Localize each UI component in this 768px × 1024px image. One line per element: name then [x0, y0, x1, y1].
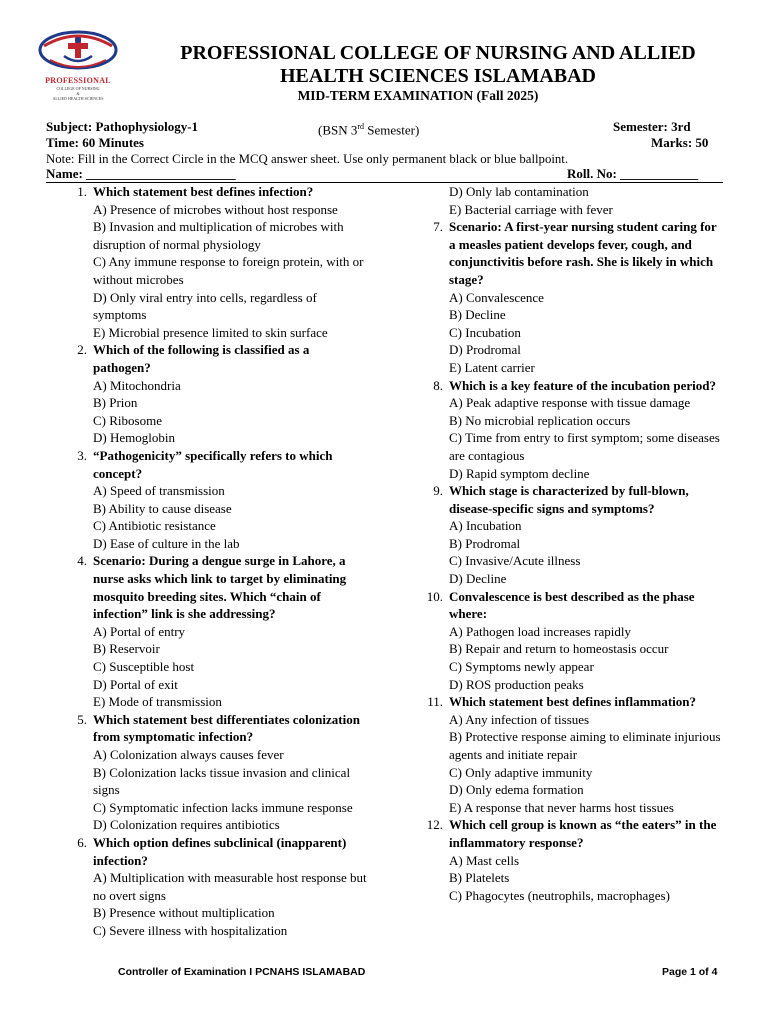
logo-subtext: ALLIED HEALTH SCIENCES [52, 96, 104, 101]
answer-option: D) Prodromal [449, 342, 521, 358]
answer-option: B) Prion [93, 395, 138, 411]
answer-option: A) Mast cells [449, 852, 520, 868]
answer-option: A) Colonization always causes fever [93, 747, 284, 762]
question-item [426, 218, 724, 376]
exam-title: MID-TERM EXAMINATION (Fall 2025) [297, 88, 539, 103]
answer-option: B) Platelets [449, 870, 510, 886]
answer-option: A) Any infection of tissues [449, 711, 590, 727]
question-stem: Which stage is characterized by full-blown, disease-specific signs and symptoms? [449, 483, 689, 516]
answer-option: C) Severe illness with hospitalization [93, 922, 288, 938]
answer-option: C) Antibiotic resistance [93, 518, 216, 534]
answer-option: C) Symptomatic infection lacks immune response [93, 799, 353, 815]
question-item [426, 482, 724, 588]
question-stem: Which is a key feature of the incubation period? [449, 377, 716, 393]
logo-text: PROFESSIONAL [45, 76, 111, 85]
answer-option: B) Ability to cause disease [93, 500, 232, 516]
program-prefix: (BSN 3 [318, 122, 358, 138]
question-stem: Which statement best defines infection? [93, 184, 314, 199]
college-logo [20, 30, 136, 104]
answer-option: C) Symptoms newly appear [449, 659, 594, 675]
answer-option: E) Latent carrier [449, 359, 535, 375]
college-title-line: PROFESSIONAL COLLEGE OF NURSING AND ALLIED [180, 42, 696, 64]
time-label: Time: 60 Minutes [46, 135, 144, 150]
instructions-note: Note: Fill in the Correct Circle in the MCQ answer sheet. Use only permanent black or blue ballpoint. [46, 152, 569, 166]
question-item [426, 816, 724, 904]
answer-option: A) Incubation [449, 518, 522, 534]
answer-option: D) Colonization requires antibiotics [93, 817, 280, 833]
answer-option: D) Rapid symptom decline [449, 465, 590, 481]
logo-subtext: & [76, 91, 80, 96]
continued-options [426, 183, 724, 218]
answer-option: A) Portal of entry [93, 623, 186, 639]
question-number: 1. [77, 184, 87, 199]
answer-option: D) Hemoglobin [93, 430, 175, 446]
question-number: 7. [433, 219, 443, 235]
answer-option: C) Any immune response to foreign protein, with or without microbes [93, 254, 364, 287]
question-number: 10. [426, 588, 443, 604]
marks-label: Marks: 50 [651, 135, 709, 150]
answer-option: B) Protective response aiming to eliminate injurious agents and initiate repair [449, 729, 721, 762]
answer-option: B) Decline [449, 307, 506, 323]
program-suffix: Semester) [364, 122, 420, 138]
roll-number-field: Roll. No: ____________ [567, 166, 699, 181]
semester-label: Semester: 3rd [613, 119, 691, 134]
answer-option: A) Pathogen load increases rapidly [449, 623, 631, 639]
logo-subtext: COLLEGE OF NURSING [56, 86, 100, 91]
question-number: 5. [77, 711, 87, 727]
answer-option: B) Colonization lacks tissue invasion and clinical signs [93, 764, 351, 798]
answer-option: D) ROS production peaks [449, 676, 584, 692]
answer-option: A) Mitochondria [93, 377, 181, 393]
question-number: 4. [77, 553, 87, 569]
answer-option: E) Microbial presence limited to skin surface [93, 324, 328, 340]
logo-emblem-icon [20, 30, 136, 76]
answer-option: B) No microbial replication occurs [449, 412, 631, 428]
question-number: 3. [77, 447, 87, 463]
question-item [426, 377, 724, 483]
answer-option: E) A response that never harms host tissues [449, 799, 674, 815]
question-item [70, 834, 370, 940]
answer-option: B) Repair and return to homeostasis occur [449, 641, 669, 657]
answer-option: A) Presence of microbes without host response [93, 201, 338, 217]
question-stem: Scenario: A first-year nursing student caring for a measles patient develops fever, cough, and conjunctivitis before rash. She is likely in which stage? [449, 219, 717, 287]
right-question-column [426, 183, 724, 904]
left-question-column [70, 183, 370, 940]
answer-option: C) Ribosome [93, 412, 162, 428]
question-stem: Which option defines subclinical (inapparent) infection? [93, 834, 347, 868]
college-title-line: HEALTH SCIENCES ISLAMABAD [279, 65, 596, 87]
question-number: 2. [77, 342, 87, 358]
answer-option: C) Phagocytes (neutrophils, macrophages) [449, 887, 670, 903]
question-number: 9. [433, 483, 443, 499]
question-number: 11. [427, 694, 443, 710]
answer-option: D) Ease of culture in the lab [93, 535, 240, 551]
question-stem: Which cell group is known as “the eaters” in the inflammatory response? [449, 817, 717, 850]
question-item [70, 447, 370, 553]
answer-option: A) Convalescence [449, 289, 544, 305]
program-label [318, 119, 419, 138]
answer-option: C) Only adaptive immunity [449, 764, 593, 780]
question-stem: Convalescence is best described as the phase where: [449, 588, 695, 622]
question-item [70, 341, 370, 447]
answer-option: B) Prodromal [449, 535, 521, 551]
answer-option: C) Invasive/Acute illness [449, 553, 581, 569]
answer-option: E) Bacterial carriage with fever [449, 201, 613, 217]
question-item [70, 711, 370, 834]
question-stem: Scenario: During a dengue surge in Lahore, a nurse asks which link to target by eliminating mosquito breeding sites. Which “chain of infection” link is she addressing? [93, 553, 347, 622]
name-field: Name: _______________________ [46, 166, 236, 181]
question-item [70, 183, 370, 341]
answer-option: A) Speed of transmission [93, 483, 225, 499]
question-stem: Which statement best differentiates colonization from symptomatic infection? [93, 711, 360, 745]
answer-option: E) Mode of transmission [93, 694, 222, 710]
question-stem: Which statement best defines inflammation? [449, 694, 696, 710]
answer-option: B) Reservoir [93, 641, 160, 657]
answer-option: D) Decline [449, 571, 507, 587]
question-item [426, 588, 724, 694]
subject-label: Subject: Pathophysiology-1 [46, 119, 199, 134]
answer-option: D) Only lab contamination [449, 184, 589, 199]
question-number: 8. [433, 377, 443, 393]
question-item [70, 552, 370, 710]
college-title [148, 42, 728, 88]
question-stem: “Pathogenicity” specifically refers to which concept? [93, 447, 333, 481]
question-stem: Which of the following is classified as a pathogen? [93, 342, 310, 375]
answer-option: C) Incubation [449, 324, 521, 340]
answer-option: C) Susceptible host [93, 659, 195, 675]
right-question-list [426, 218, 724, 904]
footer-page-number: Page 1 of 4 [662, 966, 718, 978]
answer-option: C) Time from entry to first symptom; some diseases are contagious [449, 430, 720, 463]
answer-option: D) Only edema formation [449, 782, 584, 798]
question-item [426, 693, 724, 816]
answer-option: B) Invasion and multiplication of microbes with disruption of normal physiology [93, 219, 344, 252]
question-number: 12. [426, 817, 443, 833]
program-superscript: rd [357, 122, 365, 131]
answer-option: A) Multiplication with measurable host response but no overt signs [93, 870, 367, 903]
answer-option: B) Presence without multiplication [93, 905, 275, 921]
answer-option: D) Only viral entry into cells, regardless of symptoms [93, 289, 317, 323]
answer-option: D) Portal of exit [93, 676, 178, 692]
footer-controller: Controller of Examination I PCNAHS ISLAMABAD [118, 966, 366, 978]
answer-option: A) Peak adaptive response with tissue damage [449, 395, 691, 411]
question-number: 6. [77, 834, 87, 850]
